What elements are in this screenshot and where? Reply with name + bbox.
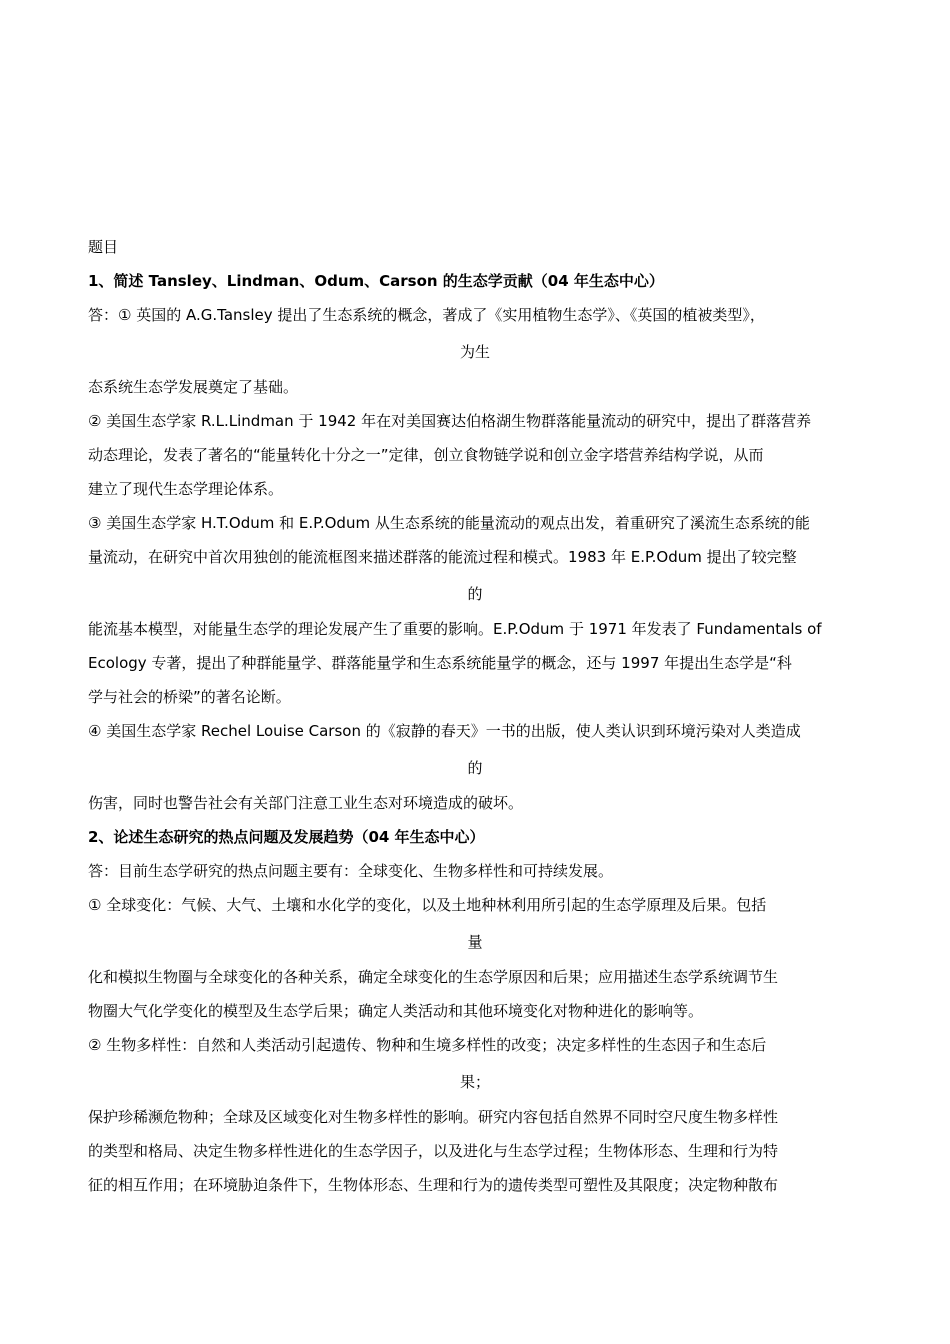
text-line: ③ 美国生态学家 H.T.Odum 和 E.P.Odum 从生态系统的能量流动的观点出发，着重研究了溪流生态系统的能 [88, 514, 810, 532]
text-line: 的 [467, 585, 483, 603]
text-line: 学与社会的桥梁”的著名论断。 [88, 688, 291, 706]
text-line: 题目 [88, 238, 119, 256]
question-heading: 1、简述 Tansley、Lindman、Odum、Carson 的生态学贡献（04 年生态中心） [88, 272, 664, 290]
document-body [88, 230, 862, 1202]
text-line: 物圈大气化学变化的模型及生态学后果；确定人类活动和其他环境变化对物种进化的影响等。 [88, 1002, 704, 1020]
text-line: ② 生物多样性：自然和人类活动引起遗传、物种和生境多样性的改变；决定多样性的生态因子和生态后 [88, 1036, 767, 1054]
text-line: 量 [467, 933, 483, 951]
text-line: 伤害，同时也警告社会有关部门注意工业生态对环境造成的破坏。 [88, 794, 524, 812]
text-line: Ecology 专著，提出了种群能量学、群落能量学和生态系统能量学的概念，还与 1997 年提出生态学是“科 [88, 654, 792, 672]
text-line: 果； [459, 1073, 490, 1091]
text-line: 动态理论，发表了著名的“能量转化十分之一”定律，创立食物链学说和创立金字塔营养结构学说，从而 [88, 446, 764, 464]
text-line: 量流动，在研究中首次用独创的能流框图来描述群落的能流过程和模式。1983 年 E.P.Odum 提出了较完整 [88, 548, 797, 566]
text-line: 保护珍稀濒危物种；全球及区域变化对生物多样性的影响。研究内容包括自然界不同时空尺度生物多样性 [88, 1108, 779, 1126]
text-line: 态系统生态学发展奠定了基础。 [88, 378, 299, 396]
text-line: 的类型和格局、决定生物多样性进化的生态学因子，以及进化与生态学过程；生物体形态、生理和行为特 [88, 1142, 779, 1160]
question-heading: 2、论述生态研究的热点问题及发展趋势（04 年生态中心） [88, 828, 485, 846]
text-line: 征的相互作用；在环境胁迫条件下，生物体形态、生理和行为的遗传类型可塑性及其限度；决定物种散布 [88, 1176, 779, 1194]
text-line: 答：目前生态学研究的热点问题主要有：全球变化、生物多样性和可持续发展。 [88, 862, 614, 880]
text-line: 的 [467, 759, 483, 777]
text-line: 化和模拟生物圈与全球变化的各种关系，确定全球变化的生态学原因和后果；应用描述生态学系统调节生 [88, 968, 779, 986]
text-line: 能流基本模型，对能量生态学的理论发展产生了重要的影响。E.P.Odum 于 1971 年发表了 Fundamentals of [88, 620, 822, 638]
text-line: 为生 [459, 343, 490, 361]
text-line: ④ 美国生态学家 Rechel Louise Carson 的《寂静的春天》一书的出版，使人类认识到环境污染对人类造成 [88, 722, 801, 740]
text-line: ② 美国生态学家 R.L.Lindman 于 1942 年在对美国赛达伯格湖生物群落能量流动的研究中，提出了群落营养 [88, 412, 812, 430]
text-line: 建立了现代生态学理论体系。 [88, 480, 284, 498]
text-line: 答：① 英国的 A.G.Tansley 提出了生态系统的概念，著成了《实用植物生态学》、《英国的植被类型》， [88, 306, 765, 324]
text-line: ① 全球变化：气候、大气、土壤和水化学的变化，以及土地种林利用所引起的生态学原理及后果。包括 [88, 896, 767, 914]
